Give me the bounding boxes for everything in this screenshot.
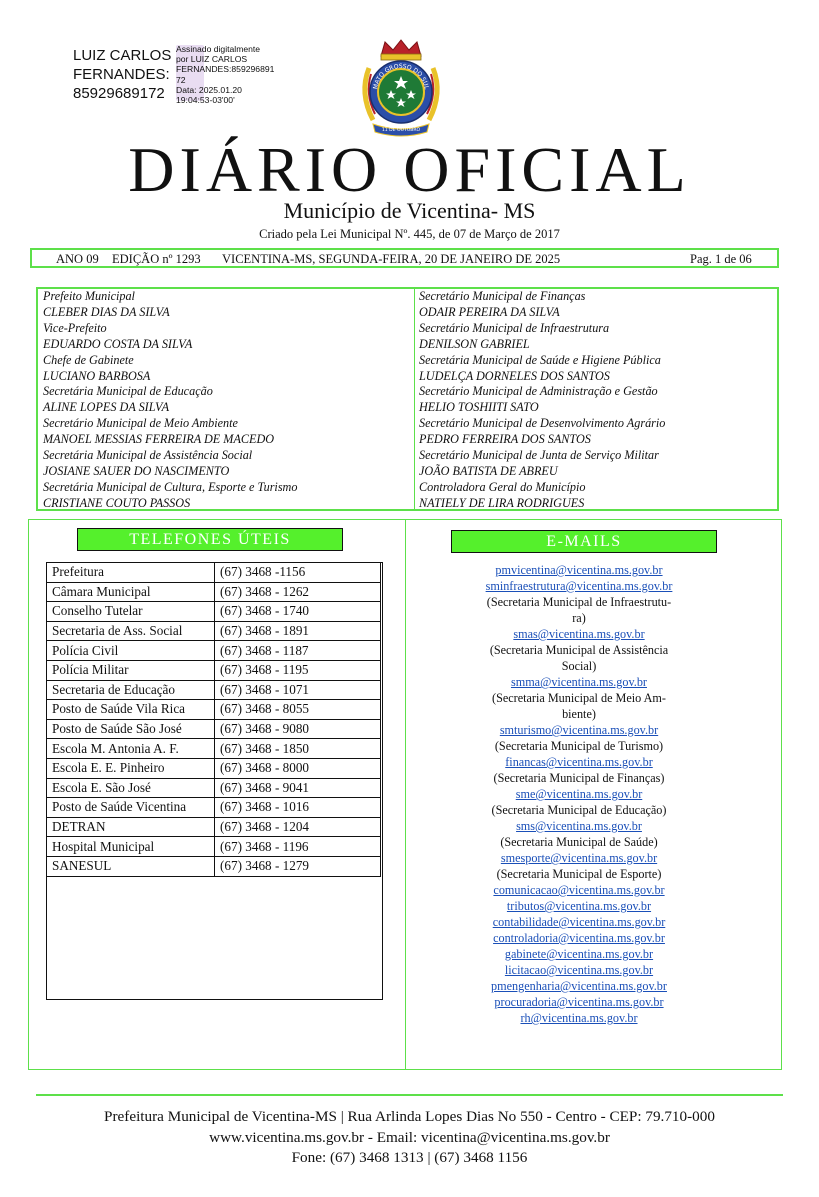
- phone-place: Posto de Saúde São José: [47, 719, 215, 739]
- official-name: LUCIANO BARBOSA: [43, 368, 151, 383]
- phone-number: (67) 3468 - 1195: [215, 660, 381, 680]
- phone-number: (67) 3468 - 1279: [215, 856, 381, 876]
- phone-place: Prefeitura: [47, 563, 215, 583]
- official-role: Secretário Municipal de Desenvolvimento Agrário: [419, 416, 666, 431]
- official-name: EDUARDO COSTA DA SILVA: [43, 336, 193, 351]
- phone-number: (67) 3468 - 1071: [215, 680, 381, 700]
- official-role: Secretário Municipal de Infraestrutura: [419, 320, 610, 335]
- table-row: [47, 817, 381, 837]
- table-row: [47, 778, 381, 798]
- email-description: (Secretaria Municipal de Finanças): [493, 771, 665, 785]
- phones-heading: TELEFONES ÚTEIS: [77, 528, 343, 551]
- edition-date: VICENTINA-MS, SEGUNDA-FEIRA, 20 DE JANEIRO DE 2025: [222, 252, 561, 266]
- email-link[interactable]: sms@vicentina.ms.gov.br: [516, 819, 642, 833]
- phone-place: Escola M. Antonia A. F.: [47, 739, 215, 759]
- table-row: [47, 680, 381, 700]
- official-role: Secretário Municipal de Finanças: [419, 289, 586, 303]
- table-row: [47, 660, 381, 680]
- table-row: [47, 798, 381, 818]
- phone-place: DETRAN: [47, 817, 215, 837]
- svg-text:MATO GROSSO DO SUL: MATO GROSSO DO SUL: [372, 62, 430, 90]
- email-description: (Secretaria Municipal de Saúde): [500, 835, 658, 849]
- phone-number: (67) 3468 - 1850: [215, 739, 381, 759]
- email-description: (Secretaria Municipal de Meio Am-: [492, 691, 666, 705]
- officials-divider: [414, 289, 415, 509]
- phone-place: Polícia Militar: [47, 660, 215, 680]
- email-link[interactable]: rh@vicentina.ms.gov.br: [520, 1011, 638, 1025]
- creation-law: Criado pela Lei Municipal Nº. 445, de 07 de Março de 2017: [259, 227, 560, 241]
- official-name: JOSIANE SAUER DO NASCIMENTO: [43, 463, 230, 478]
- official-role: Secretário Municipal de Junta de Serviço Militar: [419, 448, 659, 463]
- official-role: Secretária Municipal de Cultura, Esporte e Turismo: [43, 479, 298, 494]
- official-role: Vice-Prefeito: [43, 320, 107, 335]
- email-link[interactable]: smma@vicentina.ms.gov.br: [510, 675, 647, 689]
- emails-list: [455, 562, 703, 1026]
- phone-number: (67) 3468 - 1204: [215, 817, 381, 837]
- official-name: DENILSON GABRIEL: [419, 336, 530, 351]
- footer-divider: [36, 1094, 783, 1096]
- municipality-subtitle: Município de Vicentina- MS: [283, 198, 536, 223]
- official-role: Secretária Municipal de Educação: [43, 384, 213, 399]
- footer-website: www.vicentina.ms.gov.br - Email: vicentina@vicentina.ms.gov.br: [209, 1128, 610, 1146]
- phone-place: Posto de Saúde Vila Rica: [47, 700, 215, 720]
- email-link[interactable]: sme@vicentina.ms.gov.br: [515, 787, 643, 801]
- phone-place: SANESUL: [47, 856, 215, 876]
- page-number: Pag. 1 de 06: [690, 252, 752, 266]
- email-description: (Secretaria Municipal de Assistência: [489, 643, 669, 657]
- table-row: [47, 739, 381, 759]
- phone-number: (67) 3468 - 8000: [215, 758, 381, 778]
- contacts-panel: [28, 519, 782, 1070]
- table-row: [47, 563, 381, 583]
- signature-name: LUIZ CARLOS FERNANDES: 85929689172: [73, 47, 172, 102]
- official-name: LUDELÇA DORNELES DOS SANTOS: [419, 368, 610, 383]
- table-row: [47, 719, 381, 739]
- email-link[interactable]: smas@vicentina.ms.gov.br: [513, 627, 645, 641]
- official-role: Prefeito Municipal: [43, 289, 135, 303]
- contacts-divider: [405, 520, 406, 1069]
- emails-heading: E-MAILS: [451, 530, 717, 553]
- email-link[interactable]: comunicacao@vicentina.ms.gov.br: [493, 883, 665, 897]
- email-link[interactable]: pmvicentina@vicentina.ms.gov.br: [495, 563, 663, 577]
- officials-left-column: [43, 289, 297, 512]
- email-link[interactable]: pmengenharia@vicentina.ms.gov.br: [491, 979, 667, 993]
- phone-number: (67) 3468 - 8055: [215, 700, 381, 720]
- phone-number: (67) 3468 - 1196: [215, 837, 381, 857]
- edition-number: EDIÇÃO nº 1293: [112, 252, 201, 266]
- officials-right-column: [419, 289, 665, 512]
- email-link[interactable]: financas@vicentina.ms.gov.br: [505, 755, 653, 769]
- table-row: [47, 700, 381, 720]
- email-link[interactable]: procuradoria@vicentina.ms.gov.br: [494, 995, 664, 1009]
- phone-number: (67) 3468 - 1016: [215, 798, 381, 818]
- officials-panel: [36, 287, 779, 511]
- official-role: Secretária Municipal de Saúde e Higiene Pública: [419, 352, 661, 367]
- edition-year: ANO 09: [56, 252, 99, 266]
- official-name: NATIELY DE LIRA RODRIGUES: [419, 495, 585, 510]
- phone-place: Polícia Civil: [47, 641, 215, 661]
- official-name: PEDRO FERREIRA DOS SANTOS: [419, 432, 591, 447]
- phone-number: (67) 3468 - 1262: [215, 582, 381, 602]
- official-role: Controladora Geral do Município: [419, 479, 586, 494]
- footer-address: Prefeitura Municipal de Vicentina-MS | Rua Arlinda Lopes Dias No 550 - Centro - CEP: 79.710-000: [104, 1108, 715, 1125]
- email-description: (Secretaria Municipal de Educação): [491, 803, 667, 817]
- email-link[interactable]: smesporte@vicentina.ms.gov.br: [500, 851, 658, 865]
- official-name: ALINE LOPES DA SILVA: [43, 400, 170, 415]
- table-row: [47, 837, 381, 857]
- phone-place: Hospital Municipal: [47, 837, 215, 857]
- phone-place: Posto de Saúde Vicentina: [47, 798, 215, 818]
- official-name: CRISTIANE COUTO PASSOS: [43, 495, 191, 510]
- phones-table: [46, 562, 381, 877]
- phone-number: (67) 3468 -1156: [215, 563, 381, 583]
- edition-bar: [30, 248, 779, 268]
- official-name: JOÃO BATISTA DE ABREU: [419, 463, 558, 478]
- phone-place: Câmara Municipal: [47, 582, 215, 602]
- coat-of-arms-icon: [355, 38, 447, 140]
- official-role: Secretária Municipal de Assistência Social: [43, 448, 253, 463]
- phone-number: (67) 3468 - 9080: [215, 719, 381, 739]
- phone-number: (67) 3468 - 1891: [215, 621, 381, 641]
- email-link[interactable]: contabilidade@vicentina.ms.gov.br: [492, 915, 666, 929]
- phone-place: Escola E. E. Pinheiro: [47, 758, 215, 778]
- phone-place: Escola E. São José: [47, 778, 215, 798]
- phone-place: Secretaria de Ass. Social: [47, 621, 215, 641]
- email-link[interactable]: sminfraestrutura@vicentina.ms.gov.br: [485, 579, 673, 593]
- email-link[interactable]: controladoria@vicentina.ms.gov.br: [493, 931, 665, 945]
- official-role: Secretário Municipal de Meio Ambiente: [43, 416, 238, 431]
- table-row: [47, 602, 381, 622]
- phone-place: Conselho Tutelar: [47, 602, 215, 622]
- table-row: [47, 641, 381, 661]
- email-description: ra): [572, 611, 586, 625]
- email-link[interactable]: gabinete@vicentina.ms.gov.br: [504, 947, 654, 961]
- phone-number: (67) 3468 - 9041: [215, 778, 381, 798]
- svg-text:11 DE OUTUBRO: 11 DE OUTUBRO: [381, 128, 421, 133]
- phone-number: (67) 3468 - 1740: [215, 602, 381, 622]
- phone-number: (67) 3468 - 1187: [215, 641, 381, 661]
- email-description: biente): [562, 707, 596, 721]
- page-title: DIÁRIO OFICIAL: [128, 134, 691, 205]
- footer-phone: Fone: (67) 3468 1313 | (67) 3468 1156: [291, 1149, 528, 1166]
- official-role: Secretário Municipal de Administração e Gestão: [419, 384, 658, 399]
- table-row: [47, 582, 381, 602]
- table-row: [47, 758, 381, 778]
- official-name: MANOEL MESSIAS FERREIRA DE MACEDO: [43, 432, 275, 447]
- phone-place: Secretaria de Educação: [47, 680, 215, 700]
- email-description: (Secretaria Municipal de Turismo): [494, 739, 664, 753]
- email-link[interactable]: smturismo@vicentina.ms.gov.br: [499, 723, 659, 737]
- signature-details: Assinado digitalmente por LUIZ CARLOS FERNANDES:859296891 72 Data: 2025.01.20 19:04:53-03'00': [176, 44, 275, 106]
- email-description: Social): [561, 659, 597, 673]
- table-row: [47, 856, 381, 876]
- official-role: Chefe de Gabinete: [43, 352, 134, 367]
- email-description: (Secretaria Municipal de Esporte): [496, 867, 662, 881]
- email-link[interactable]: tributos@vicentina.ms.gov.br: [506, 899, 652, 913]
- official-name: CLEBER DIAS DA SILVA: [43, 304, 170, 319]
- official-name: HELIO TOSHIITI SATO: [419, 400, 539, 415]
- email-description: (Secretaria Municipal de Infraestrutu-: [486, 595, 672, 609]
- email-link[interactable]: licitacao@vicentina.ms.gov.br: [504, 963, 654, 977]
- digital-signature: [73, 44, 273, 106]
- footer: [0, 1107, 819, 1169]
- table-row: [47, 621, 381, 641]
- official-name: ODAIR PEREIRA DA SILVA: [419, 304, 560, 319]
